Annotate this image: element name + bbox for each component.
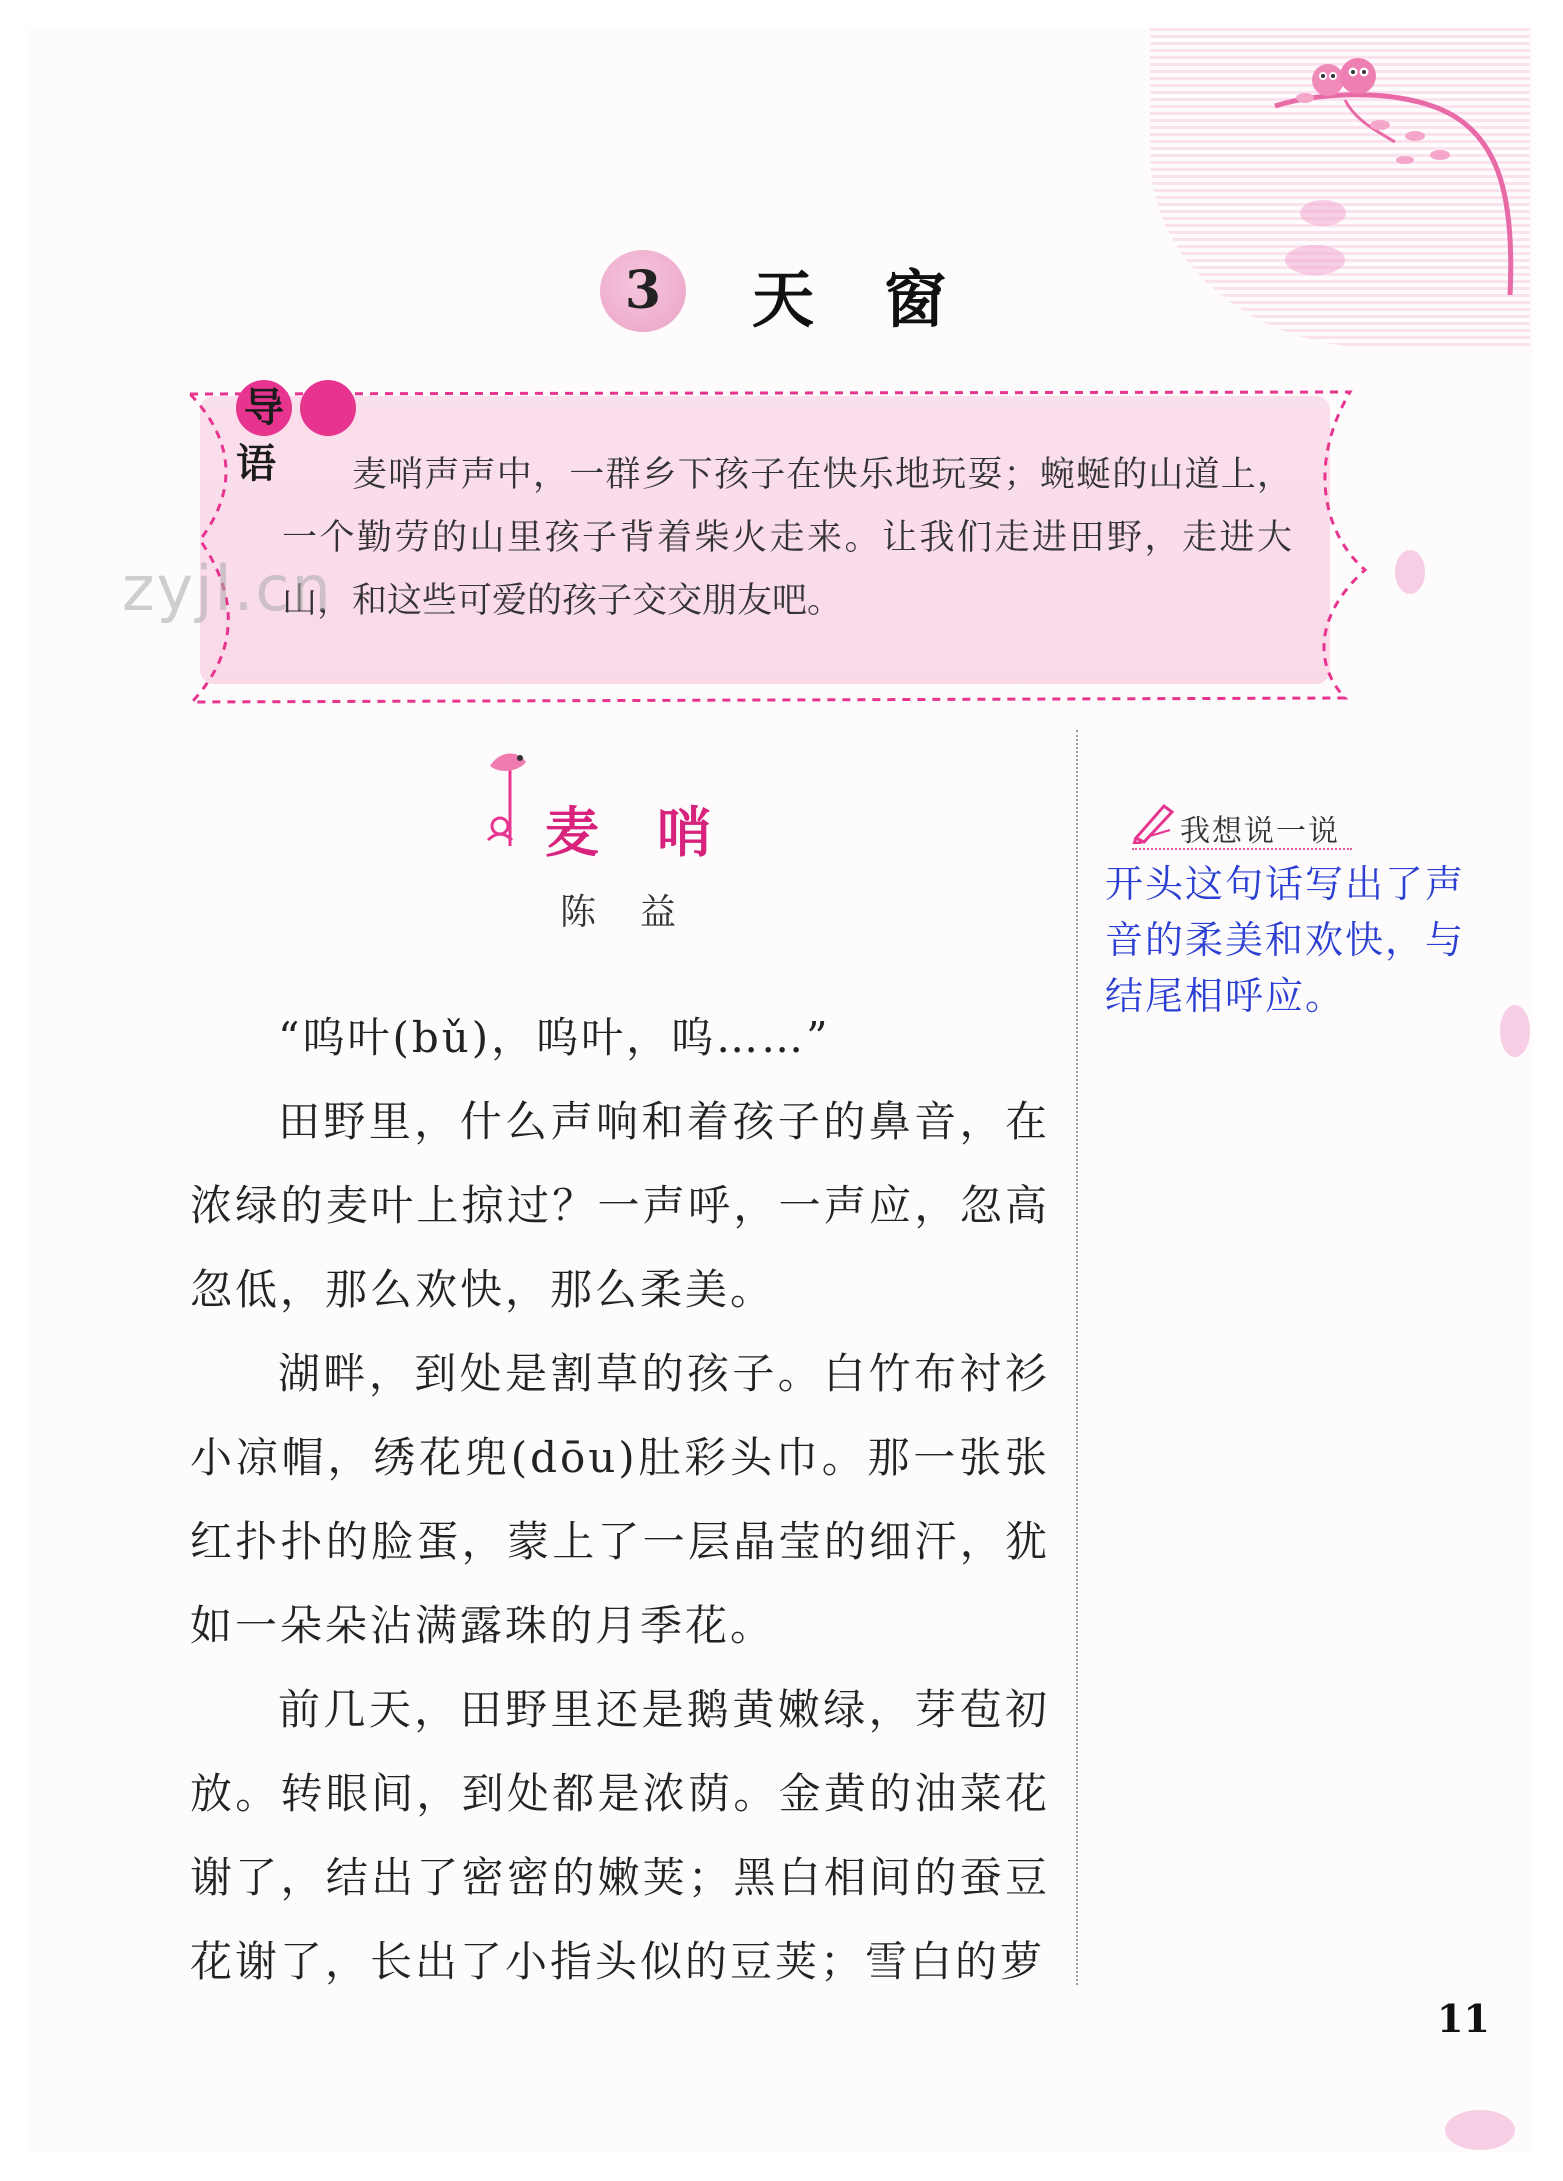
pencil-icon [1130,800,1176,844]
lesson-title: 天窗 [752,263,1017,336]
column-divider [1076,730,1078,1985]
petal-decoration [1445,2110,1515,2150]
watermark: zyjl.cn [122,552,333,625]
poem-author: 陈益 [560,892,721,933]
poem-paragraph: 湖畔，到处是割草的孩子。白竹布衬衫小凉帽，绣花兜(dōu)肚彩头巾。那一张张红扑扑的脸蛋，蒙上了一层晶莹的细汗，犹如一朵朵沾满露珠的月季花。 [190,1349,1050,1650]
intro-text: 麦哨声声中，一群乡下孩子在快乐地玩耍；蜿蜒的山道上，一个勤劳的山里孩子背着柴火走来。让我们走进田野，走进大山，和这些可爱的孩子交交朋友吧。 [282,455,1292,621]
petal-decoration [1395,550,1425,594]
note-label: 我想说一说 [1180,814,1340,849]
lesson-number: 3 [624,260,662,321]
note-text: 开头这句话写出了声音的柔美和欢快，与结尾相呼应。 [1105,862,1466,1018]
intro-label: 导语 [236,385,306,487]
poem-paragraph: “呜叶(bǔ)，呜叶，呜……” [278,1013,831,1062]
petal-decoration [1500,1005,1530,1057]
poem-paragraph: 前几天，田野里还是鹅黄嫩绿，芽苞初放。转眼间，到处都是浓荫。金黄的油菜花谢了，结出了密密的嫩荚；黑白相间的蚕豆花谢了，长出了小指头似的豆荚；雪白的萝 [190,1685,1050,1986]
poem-body [190,996,1050,2004]
tree-birds-icon [1265,50,1535,310]
poem-paragraph: 田野里，什么声响和着孩子的鼻音，在浓绿的麦叶上掠过？一声呼，一声应，忽高忽低，那么欢快，那么柔美。 [190,1097,1050,1314]
poem-title: 麦哨 [545,800,769,864]
page-number: 11 [1437,1996,1490,2041]
note-underline [1132,848,1352,850]
bird-flower-icon [470,736,540,856]
